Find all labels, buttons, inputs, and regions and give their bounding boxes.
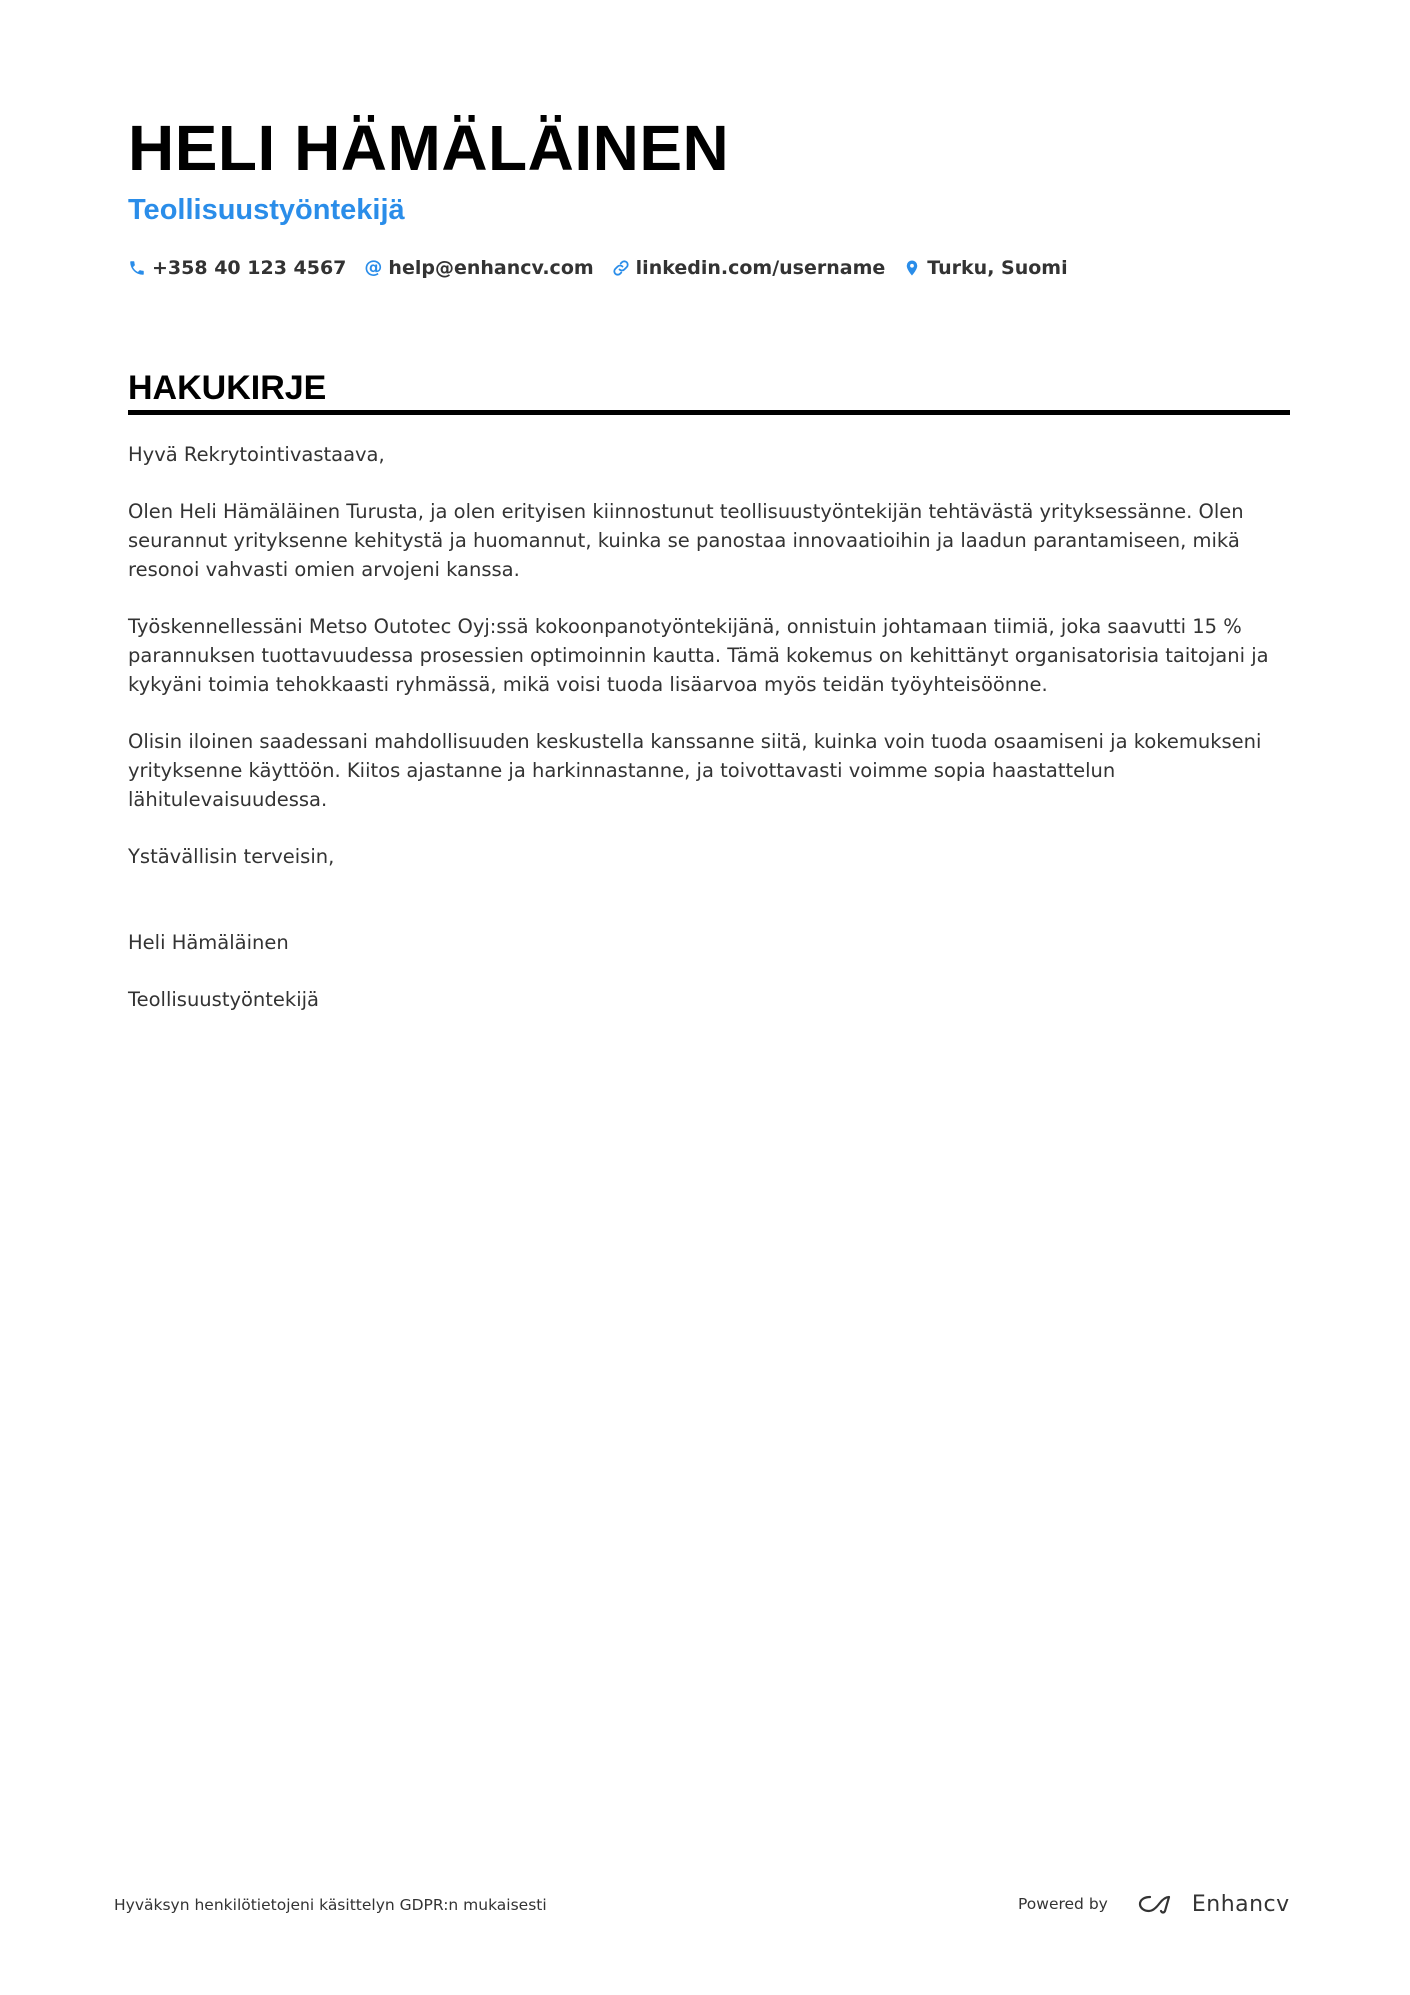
- link-icon: [612, 259, 630, 277]
- contact-email[interactable]: [364, 257, 593, 279]
- contact-phone[interactable]: [128, 257, 346, 279]
- signature-title: Teollisuustyöntekijä: [128, 988, 320, 1011]
- letter-paragraph: Olen Heli Hämäläinen Turusta, ja olen erityisen kiinnostunut teollisuustyöntekijän tehtävästä yrityksessänne. Olen seurannut yrityksenne kehitystä ja huomannut, kuinka se panostaa innovaatioihin ja laadun parantamiseen, mikä resonoi vahvasti omien arvojeni kanssa.: [128, 500, 1244, 581]
- contact-email-text: help@enhancv.com: [388, 257, 594, 279]
- phone-icon: [128, 259, 146, 277]
- powered-by-badge[interactable]: [1018, 1886, 1290, 1922]
- contact-location: [903, 257, 1067, 279]
- signature-name: Heli Hämäläinen: [128, 931, 289, 954]
- contact-location-text: Turku, Suomi: [927, 257, 1068, 279]
- applicant-name: HELI HÄMÄLÄINEN: [128, 112, 730, 184]
- letter-closing: Ystävällisin terveisin,: [128, 845, 335, 868]
- at-icon: @: [364, 257, 383, 278]
- enhancv-brand: Enhancv: [1191, 1891, 1290, 1917]
- applicant-role: Teollisuustyöntekijä: [128, 194, 405, 226]
- location-pin-icon: [903, 259, 921, 277]
- letter-greeting: Hyvä Rekrytointivastaava,: [128, 443, 385, 466]
- powered-by-label: Powered by: [1018, 1895, 1108, 1913]
- letter-body: [128, 440, 1288, 1042]
- contact-linkedin[interactable]: [612, 257, 886, 279]
- contact-linkedin-text: linkedin.com/username: [635, 257, 886, 279]
- letter-paragraph: Olisin iloinen saadessani mahdollisuuden keskustella kanssanne siitä, kuinka voin tuoda osaamiseni ja kokemukseni yrityksenne käyttöön. Kiitos ajastanne ja harkinnastanne, ja toivottavasti voimme sopia haastattelun lähitulevaisuudessa.: [128, 730, 1262, 811]
- gdpr-consent-text: Hyväksyn henkilötietojeni käsittelyn GDPR:n mukaisesti: [114, 1896, 547, 1914]
- contact-phone-text: +358 40 123 4567: [152, 257, 347, 279]
- enhancv-logo-icon: [1136, 1891, 1182, 1917]
- section-title: HAKUKIRJE: [128, 369, 327, 407]
- letter-paragraph: Työskennellessäni Metso Outotec Oyj:ssä kokoonpanotyöntekijänä, onnistuin johtamaan tiimiä, joka saavutti 15 % parannuksen tuottavuudessa prosessien optimoinnin kautta. Tämä kokemus on kehittänyt organisatorisia taitojani ja kykyäni toimia tehokkaasti ryhmässä, mikä voisi tuoda lisäarvoa myös teidän työyhteisöönne.: [128, 615, 1269, 696]
- contact-bar: [128, 252, 1086, 284]
- section-divider: [128, 410, 1290, 415]
